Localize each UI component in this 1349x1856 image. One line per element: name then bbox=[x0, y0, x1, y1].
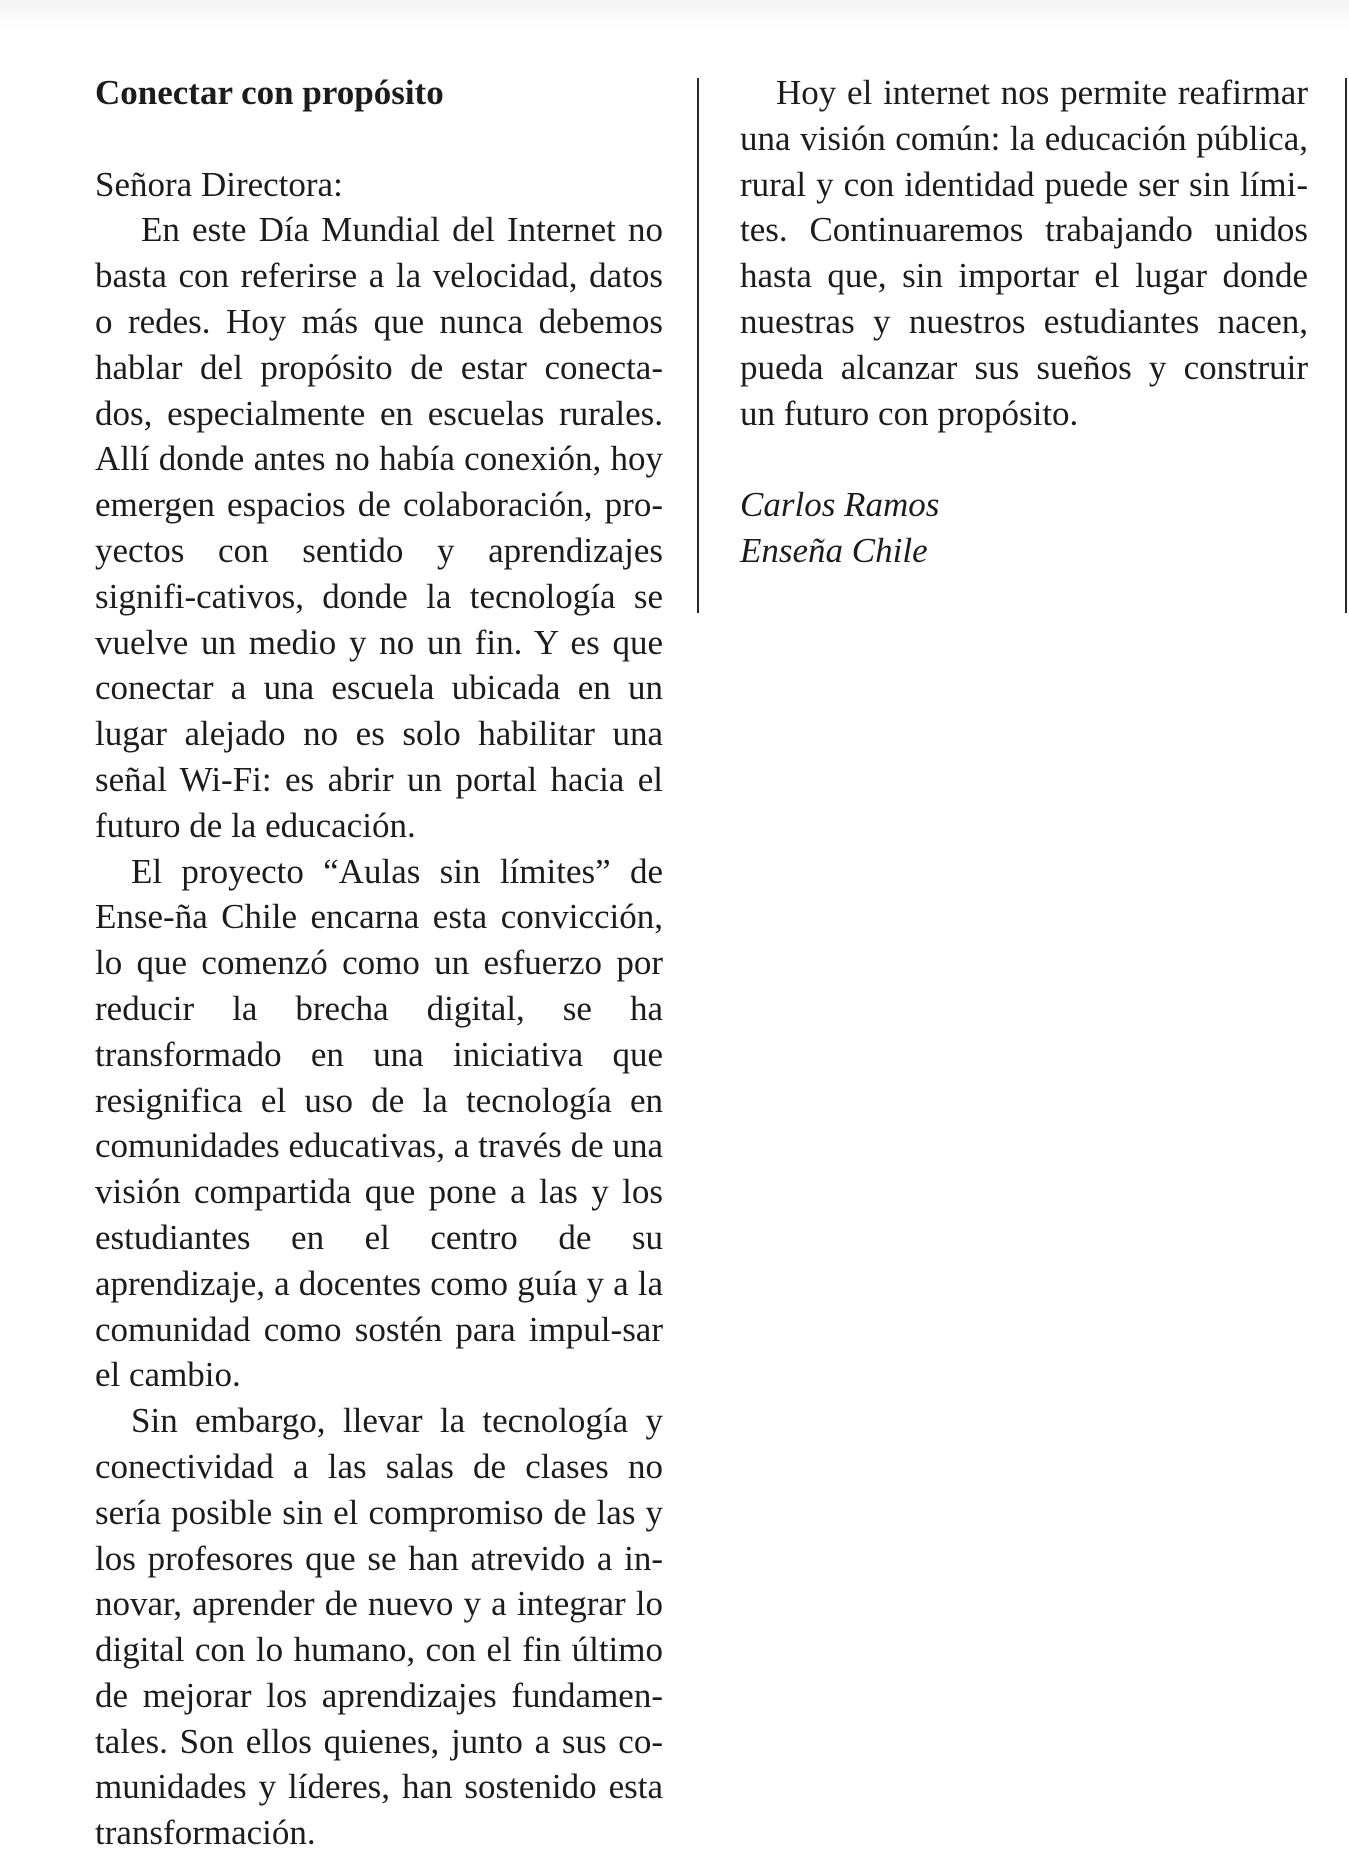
page-top-strip bbox=[0, 0, 1349, 30]
column-divider bbox=[697, 78, 699, 613]
right-column bbox=[740, 70, 1308, 574]
paragraph-3: Sin embargo, llevar la tecnología y conectividad a las salas de clases no sería posible sin el compromiso de las y los profesores que se han atrevido a in-novar, aprender de nuevo y a integrar lo digital con lo humano, con el fin último de mejorar los aprendizajes fundamen-tales. Son ellos quienes, junto a sus co-munidades y líderes, han sostenido esta transformación. bbox=[95, 1401, 663, 1853]
letter-title: Conectar con propósito bbox=[95, 73, 444, 112]
paragraph-1: En este Día Mundial del Internet no basta con referirse a la velocidad, datos o redes. Hoy más que nunca debemos hablar del propósito de estar conecta-dos, especialmente en escuelas rurales. Allí donde antes no había conexión, hoy emergen espacios de colaboración, pro-yectos con sentido y aprendizajes signifi-cativos, donde la tecnología se vuelve un medio y no un fin. Y es que conectar a una escuela ubicada en un lugar alejado no es solo habilitar una señal Wi-Fi: es abrir un portal hacia el futuro de la educación. bbox=[95, 210, 663, 845]
paragraph-4: Hoy el internet nos permite reafirmar una visión común: la educación pública, rural y con identidad puede ser sin lími-tes. Continuaremos trabajando unidos hasta que, sin importar el lugar donde nuestras y nuestros estudiantes nacen, pueda alcanzar sus sueños y construir un futuro con propósito. bbox=[740, 73, 1308, 433]
signature-block bbox=[740, 482, 1308, 574]
right-edge-rule bbox=[1345, 78, 1347, 613]
signature-name: Carlos Ramos bbox=[740, 485, 940, 525]
salutation: Señora Directora: bbox=[95, 164, 343, 204]
paragraph-2: El proyecto “Aulas sin límites” de Ense-ña Chile encarna esta convicción, lo que comenzó como un esfuerzo por reducir la brecha digital, se ha transformado en una iniciativa que resignifica el uso de la tecnología en comunidades educativas, a través de una visión compartida que pone a las y los estudiantes en el centro de su aprendizaje, a docentes como guía y a la comunidad como sostén para impul-sar el cambio. bbox=[95, 851, 663, 1395]
left-column bbox=[95, 70, 663, 1856]
signature-organization: Enseña Chile bbox=[740, 530, 928, 570]
